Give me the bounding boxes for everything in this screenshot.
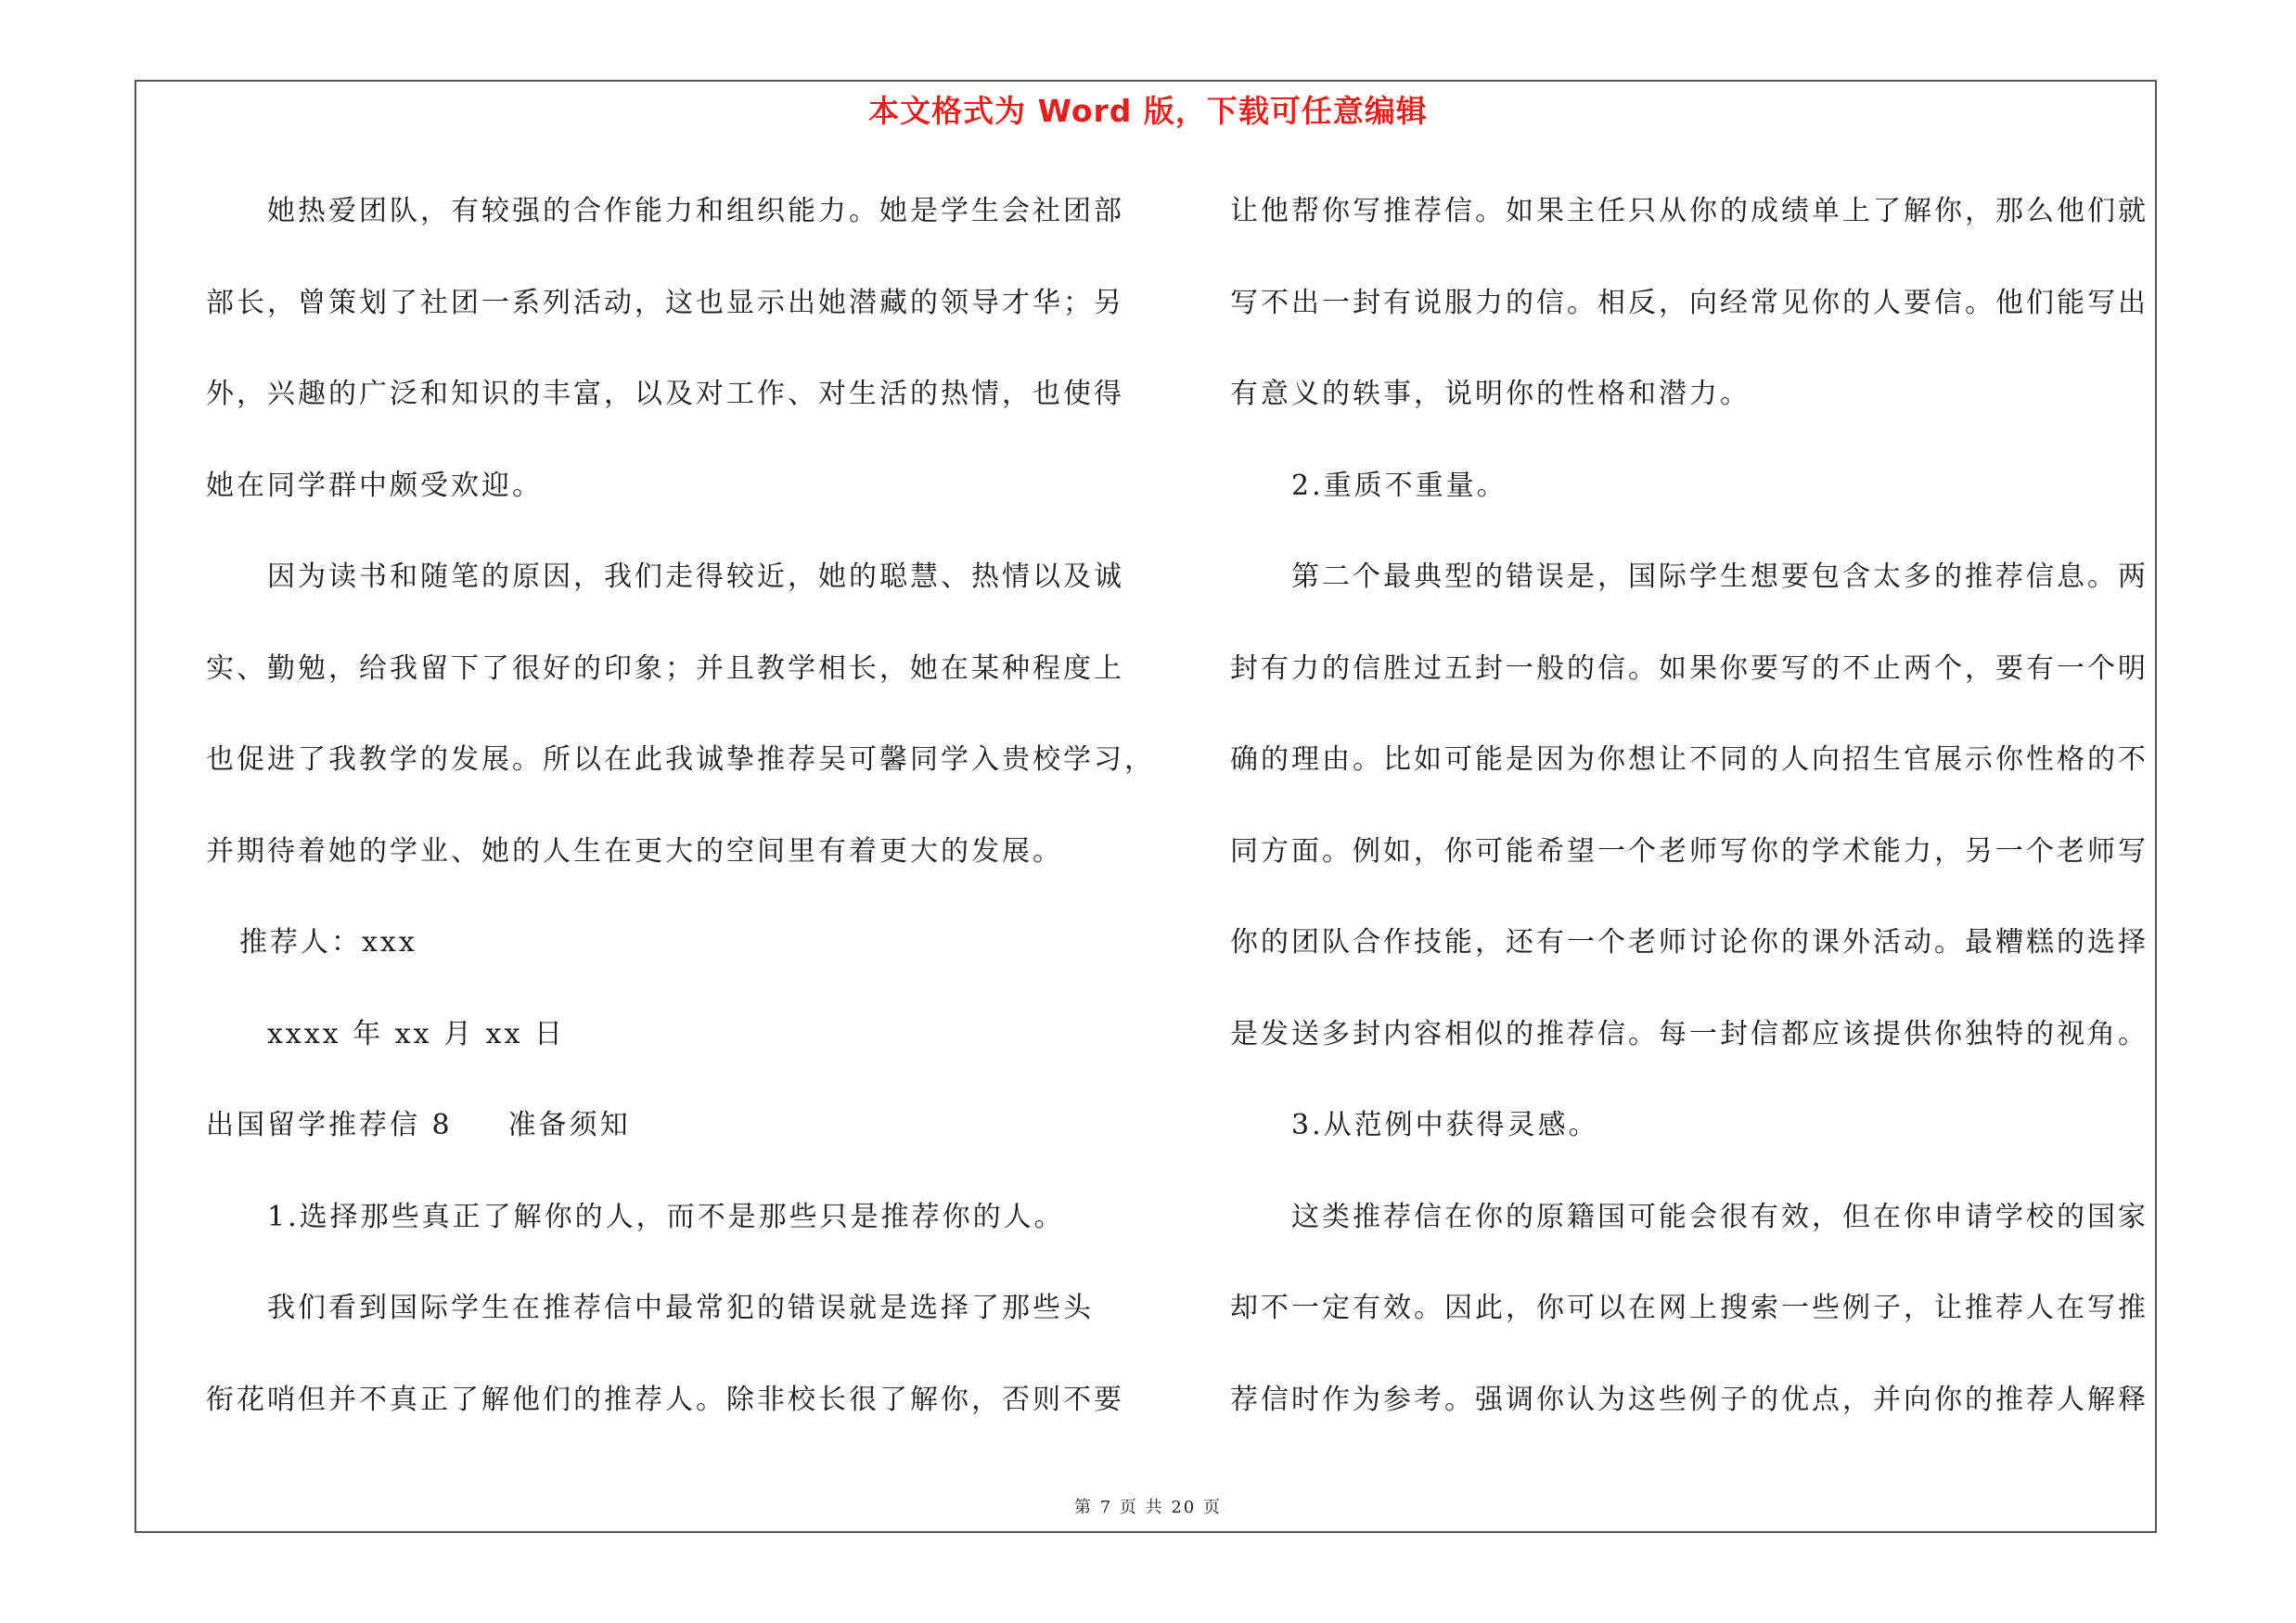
paragraph-line: 实、勤勉，给我留下了很好的印象；并且教学相长，她在某种程度上 xyxy=(206,651,1124,685)
left-column xyxy=(206,184,1155,1463)
date-line: xxxx 年 xx 月 xx 日 xyxy=(267,1017,566,1050)
paragraph-line: 确的理由。比如可能是因为你想让不同的人向招生官展示你性格的不 xyxy=(1230,743,2148,776)
paragraph-line: 第二个最典型的错误是，国际学生想要包含太多的推荐信息。两 xyxy=(1291,560,2148,593)
paragraph-line: 外，兴趣的广泛和知识的丰富，以及对工作、对生活的热情，也使得 xyxy=(206,378,1124,410)
paragraph-line: 同方面。例如，你可能希望一个老师写你的学术能力，另一个老师写 xyxy=(1230,834,2148,868)
paragraph-line: 部长，曾策划了社团一系列活动，这也显示出她潜藏的领导才华；另 xyxy=(206,286,1124,319)
paragraph-line: 却不一定有效。因此，你可以在网上搜索一些例子，让推荐人在写推 xyxy=(1230,1292,2148,1324)
paragraph-line: 封有力的信胜过五封一般的信。如果你要写的不止两个，要有一个明 xyxy=(1230,651,2148,685)
list-item: 1.选择那些真正了解你的人，而不是那些只是推荐你的人。 xyxy=(267,1200,1065,1233)
format-banner: 本文格式为 Word 版，下载可任意编辑 xyxy=(868,93,1428,129)
paragraph-line: 荐信时作为参考。强调你认为这些例子的优点，并向你的推荐人解释 xyxy=(1230,1383,2148,1416)
paragraph-line: 你的团队合作技能，还有一个老师讨论你的课外活动。最糟糕的选择 xyxy=(1230,926,2148,959)
paragraph-line: 并期待着她的学业、她的人生在更大的空间里有着更大的发展。 xyxy=(206,834,1063,868)
right-column xyxy=(1230,184,2176,1463)
paragraph-line: 她在同学群中颇受欢迎。 xyxy=(206,469,543,502)
paragraph-line: 我们看到国际学生在推荐信中最常犯的错误就是选择了那些头 xyxy=(267,1292,1094,1324)
paragraph-line: 让他帮你写推荐信。如果主任只从你的成绩单上了解你，那么他们就 xyxy=(1230,195,2148,227)
list-item: 2.重质不重量。 xyxy=(1291,469,1507,502)
paragraph-line: 是发送多封内容相似的推荐信。每一封信都应该提供你独特的视角。 xyxy=(1230,1017,2148,1050)
section-heading xyxy=(206,1098,1152,1190)
paragraph-line: 写不出一封有说服力的信。相反，向经常见你的人要信。他们能写出 xyxy=(1230,286,2148,319)
section-title: 出国留学推荐信 8 xyxy=(206,1109,453,1141)
paragraph-line: 衔花哨但并不真正了解他们的推荐人。除非校长很了解你，否则不要 xyxy=(206,1383,1124,1416)
page-number-footer: 第 7 页 共 20 页 xyxy=(1074,1498,1222,1517)
paragraph-line: 也促进了我教学的发展。所以在此我诚挚推荐吴可馨同学入贵校学习， xyxy=(206,743,1155,776)
section-subtitle: 准备须知 xyxy=(507,1109,631,1141)
signer-line: 推荐人：xxx xyxy=(239,926,417,959)
list-item: 3.从范例中获得灵感。 xyxy=(1291,1109,1599,1141)
paragraph-line: 她热爱团队，有较强的合作能力和组织能力。她是学生会社团部 xyxy=(267,195,1124,227)
paragraph-line: 这类推荐信在你的原籍国可能会很有效，但在你申请学校的国家 xyxy=(1291,1200,2148,1233)
paragraph-line: 因为读书和随笔的原因，我们走得较近，她的聪慧、热情以及诚 xyxy=(267,560,1124,593)
paragraph-line: 有意义的轶事，说明你的性格和潜力。 xyxy=(1230,378,1751,410)
